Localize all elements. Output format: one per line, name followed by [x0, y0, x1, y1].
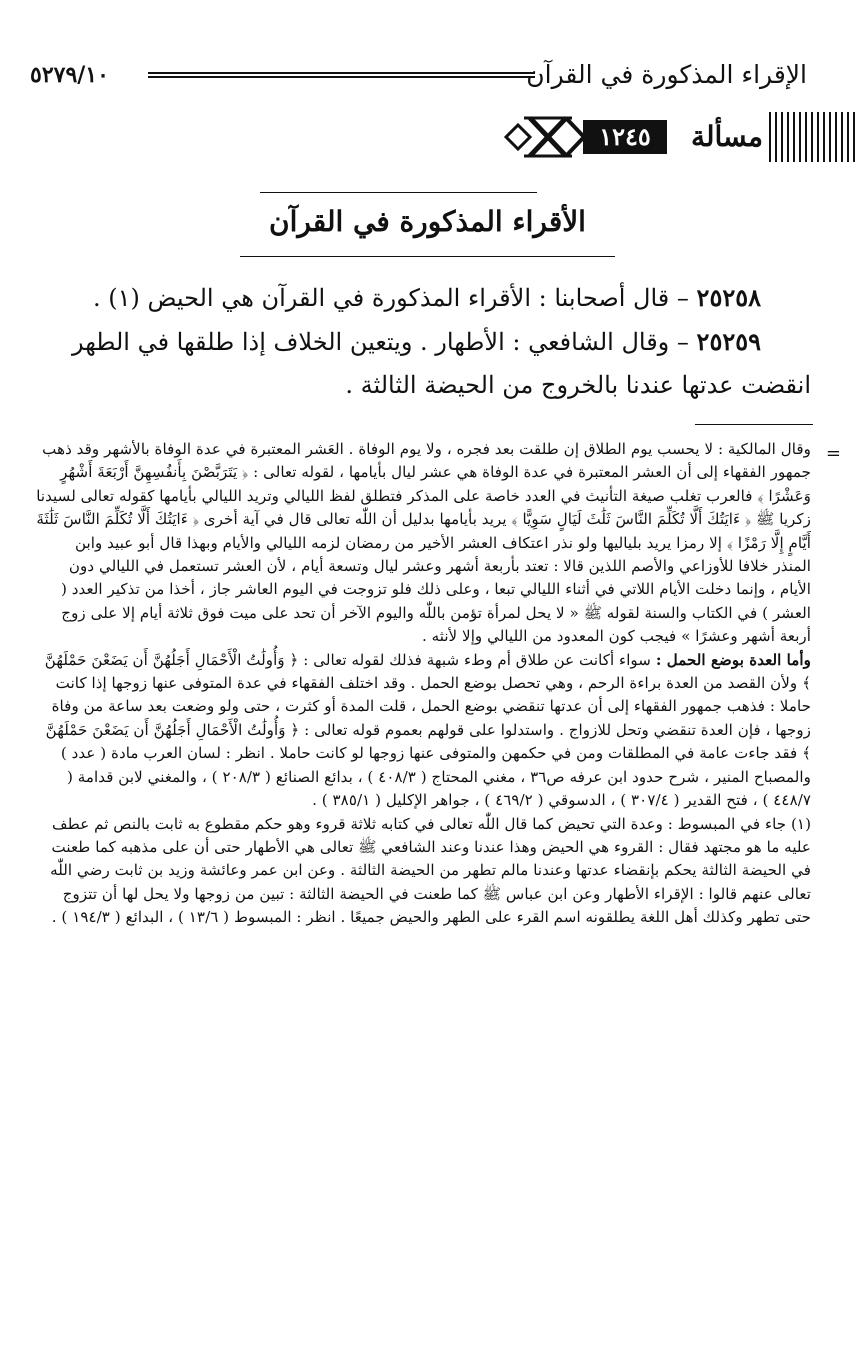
footnote-separator — [695, 424, 813, 425]
paragraph-25258 — [34, 276, 811, 320]
footnote-1: (١) جاء في المبسوط : وعدة التي تحيض كما قال اللّٰه تعالى في كتابه ثلاثة قروء وهو حكم مقطوع به ثابت بالنص ثم عطف عليه ما هو مجتهد فقال : القروء هي الحيض وهذا عندنا وعند الشافعي ﷺ تعالى هي الأطهار حتى أن على مذهبه كما طعنت في الحيضة الثالثة يحكم بإنقضاء عدتها وعندنا مالم تطهر من الحيضة الثالثة . وعن ابن عمر وعائشة وزيد بن ثابت رضي اللّٰه تعالى عنهم قالوا : الإقراء الأطهار وعن ابن عباس ﷺ كما طعنت في الحيضة الثالثة : تبين من زوجها ولا يحل لها أن تتزوج حتى تطهر وكذلك أهل اللغة يطلقونه اسم القرء على الطهر والحيض جميعًا . انظر : المبسوط ( ١٣/٦ ) ، البدائع ( ١٩٤/٣ ) . — [50, 814, 811, 927]
paragraph-25259 — [34, 320, 811, 407]
title-top-rule — [260, 192, 537, 193]
banner-stripes — [769, 112, 855, 162]
paragraph-text: – قال أصحابنا : الأقراء المذكورة في القرآن هي الحيض (١) . — [92, 284, 689, 312]
footnote-continuation: وقال المالكية : لا يحسب يوم الطلاق إن طلقت بعد فجره ، ولا يوم الوفاة . العَشر المعتبرة في عدة الوفاة بالأشهر وقد ذهب جمهور الفقهاء إلى أن العشر المعتبرة في عدة الوفاة هي عشر ليال بأيامها ، لقوله تعالى : ﴿ يَتَرَبَّصْنَ بِأَنفُسِهِنَّ أَرْبَعَةَ أَشْهُرٍ وَعَشْرًا ﴾ فالعرب تغلب صيغة التأنيث في العدد خاصة على المذكر فتطلق لفظ الليالي وتريد الليالي بأيامها كقوله تعالى لسيدنا زكريا ﷺ ﴿ ءَايَتُكَ أَلَّا تُكَلِّمَ النَّاسَ ثَلَٰثَ لَيَالٍ سَوِيًّا ﴾ يريد بأيامها بدليل أن اللّٰه تعالى قال في آية أخرى ﴿ ءَايَتُكَ أَلَّا تُكَلِّمَ النَّاسَ ثَلَٰثَةَ أَيَّامٍ إِلَّا رَمْزًا ﴾ إلا رمزا يريد بلياليها ولو نذر اعتكاف العشر الأخير من رمضان لزمه الليالي والأيام وبهذا قال أبو عبيد وابن المنذر خلافا للأوزاعي والأصم اللذين قالا : تعتد بأربعة أشهر وعشر ليال وتسعة أيام ، لأن العشر تستعمل في الليالي دون الأيام ، وإنما دخلت الأيام اللاتي في أثناء الليالي تبعا ، وعلى ذلك فلو تزوجت في اليوم العاشر جاز ، أخذا من تذكير العدد ( العشر ) في الكتاب والسنة لقوله ﷺ « لا يحل لمرأة تؤمن باللّٰه واليوم الآخر أن تحد على ميت فوق ثلاثة أيام إلا على زوج أربعة أشهر وعشرًا » فيجب كون المعدود من الليالي وإلا لأنثه . — [36, 440, 811, 646]
ornament-icon — [500, 110, 596, 164]
paragraph-number: ٢٥٢٥٨ — [696, 283, 761, 312]
issue-number: ١٢٤٥ — [583, 120, 667, 154]
issue-banner — [500, 110, 855, 164]
footnote-lead: وأما العدة بوضع الحمل : — [655, 650, 811, 669]
title-underline — [240, 256, 615, 257]
running-header — [30, 58, 807, 92]
footnote-text: سواء أكانت عن طلاق أم وطء شبهة فذلك لقوله تعالى : ﴿ وَأُولَٰتُ الْأَحْمَالِ أَجَلُهُنَّ أَن يَضَعْنَ حَمْلَهُنَّ ﴾ ولأن القصد من العدة براءة الرحم ، وهي تحصل بوضع الحمل . وقد اختلف الفقهاء في عدة المتوفى عنها زوجها إذا كانت حاملا : فذهب جمهور الفقهاء إلى أن عدتها تنقضي بوضع الحمل ، قلت المدة أو كثرت ، حتى ولو وضعت بعد ساعة من وفاة زوجها ، فإن العدة تنقضي وتحل للازواج . واستدلوا على قولهم بعموم قوله تعالى : ﴿ وَأُولَٰتُ الْأَحْمَالِ أَجَلُهُنَّ أَن يَضَعْنَ حَمْلَهُنَّ ﴾ فقد جاءت عامة في المطلقات ومن في حكمهن والمتوفى عنها زوجها لو كانت حاملا . انظر : لسان العرب مادة ( عدد ) والمصباح المنير ، شرح حدود ابن عرفه ص٣٦ ، مغني المحتاج ( ٤٠٨/٣ ) ، بدائع الصنائع ( ٢٠٨/٣ ) ، والمغني لابن قدامة ( ٤٤٨/٧ ) ، فتح القدير ( ٣٠٧/٤ ) ، الدسوقي ( ٤٦٩/٢ ) ، جواهر الإكليل ( ٣٨٥/١ ) . — [44, 650, 811, 810]
paragraph-number: ٢٥٢٥٩ — [696, 327, 761, 356]
continuation-mark: = — [825, 443, 841, 464]
footnotes — [34, 438, 841, 930]
page-code: ٥٢٧٩/١٠ — [30, 62, 109, 88]
running-title: الإقراء المذكورة في القرآن — [526, 60, 807, 89]
page-title: الأقراء المذكورة في القرآن — [269, 205, 586, 238]
issue-label: مسألة — [690, 120, 763, 153]
footnote-pregnancy — [34, 649, 811, 813]
header-double-rule — [148, 72, 535, 78]
paragraph-text: – وقال الشافعي : الأطهار . ويتعين الخلاف إذا طلقها في الطهر انقضت عدتها عندنا بالخروج من الحيضة الثالثة . — [71, 328, 811, 399]
main-text — [34, 276, 811, 407]
